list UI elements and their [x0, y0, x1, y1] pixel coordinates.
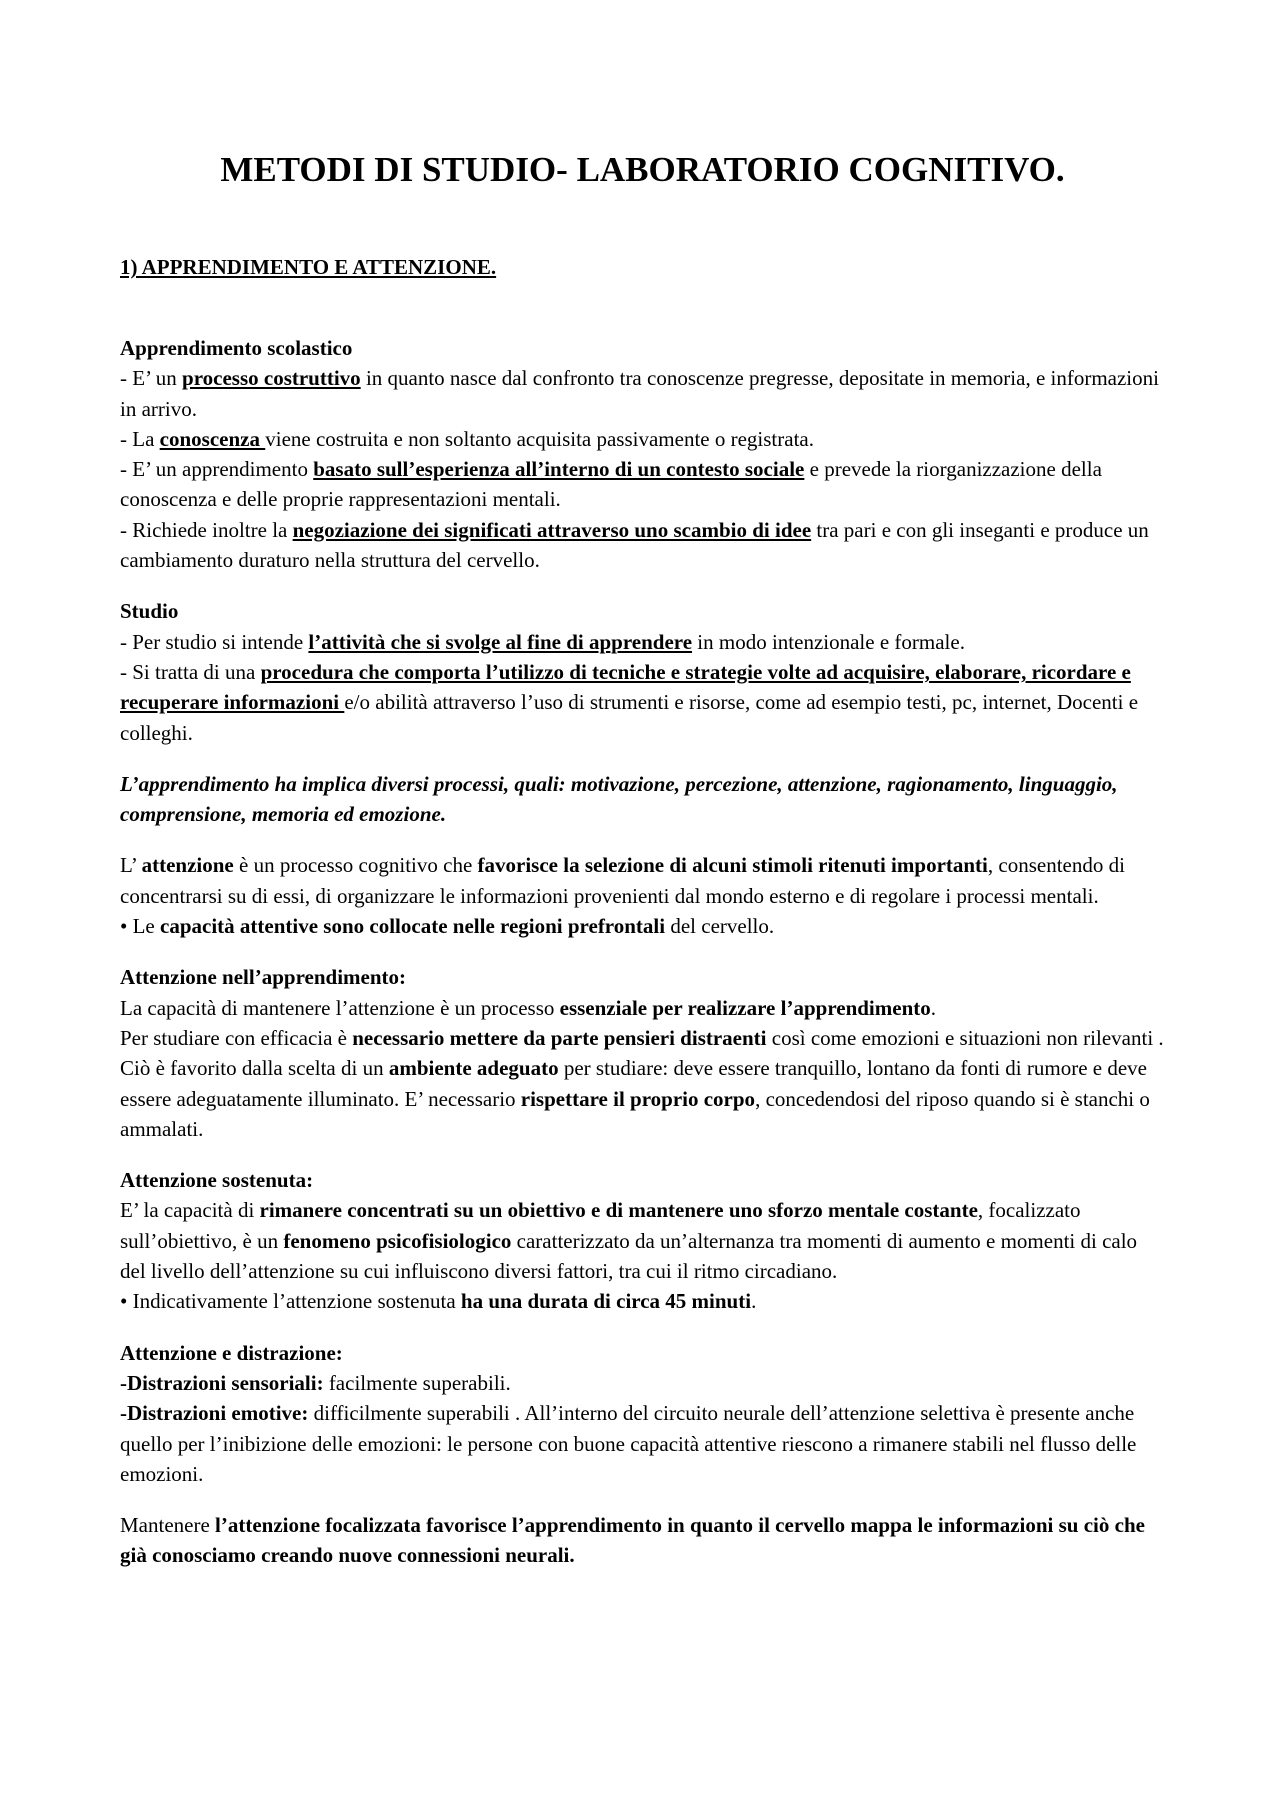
key-phrase: favorisce la selezione di alcuni stimoli ritenuti importanti: [477, 853, 988, 878]
text: L’: [120, 853, 142, 878]
text: • Le: [120, 914, 161, 939]
key-phrase: essenziale per realizzare l’apprendimento: [559, 995, 931, 1020]
text: facilmente superabili.: [323, 1370, 511, 1395]
text: .: [751, 1289, 757, 1314]
text: è un processo cognitivo che: [233, 853, 478, 878]
text: Mantenere: [120, 1513, 216, 1538]
line-mantenere-attenzione: [120, 993, 1165, 1023]
paragraph-attenzione-definizione: [120, 850, 1165, 941]
paragraph-distrazione: [120, 1338, 1165, 1489]
text: • Indicativamente l’attenzione sostenuta: [120, 1289, 461, 1314]
line-studio-procedura: [120, 657, 1165, 748]
line-studio-definizione: [120, 627, 1165, 657]
line-distrazioni-sensoriali: [120, 1368, 1165, 1398]
text: E’ la capacità di: [120, 1198, 260, 1223]
line-regioni-prefrontali: [120, 911, 1165, 941]
text: in quanto nasce dal confronto tra conoscenze pregresse, depositate in memoria, e informazioni in arrivo.: [120, 366, 1159, 421]
key-phrase: negoziazione dei significati attraverso uno scambio di idee: [292, 517, 812, 542]
text: .: [930, 995, 937, 1020]
text: , focalizzato sull’obiettivo, è un: [120, 1198, 1081, 1253]
text: così come emozioni e situazioni non rilevanti .: [766, 1025, 1164, 1050]
heading-studio: Studio: [120, 599, 179, 624]
heading-attenzione-sostenuta: Attenzione sostenuta:: [120, 1168, 314, 1193]
text: - La: [120, 426, 160, 451]
key-phrase: fenomeno psicofisiologico: [283, 1228, 512, 1253]
line-pensieri-distraenti: [120, 1023, 1165, 1053]
text: - Per studio si intende: [120, 629, 309, 654]
text: e prevede la riorganizzazione della conoscenza e delle proprie rappresentazioni mentali.: [120, 457, 1102, 512]
key-term: -Distrazioni sensoriali:: [120, 1370, 324, 1395]
section-heading: 1) APPRENDIMENTO E ATTENZIONE.: [120, 255, 497, 279]
paragraph-attenzione-sostenuta: [120, 1165, 1165, 1316]
key-term: attenzione: [141, 853, 234, 878]
paragraph-apprendimento: [120, 333, 1165, 575]
key-phrase: ha una durata di circa 45 minuti: [460, 1289, 752, 1314]
paragraph-studio: [120, 596, 1165, 747]
paragraph-attenzione-apprendimento: [120, 962, 1165, 1144]
key-phrase: l’attenzione focalizzata favorisce l’apprendimento in quanto il cervello mappa le informazioni su ciò che già conosciamo creando nuove connessioni neurali.: [120, 1513, 1145, 1568]
line-attenzione-definizione: [120, 850, 1165, 911]
key-phrase: rimanere concentrati su un obiettivo e di mantenere uno sforzo mentale costante: [259, 1198, 978, 1223]
heading-attenzione-apprendimento: Attenzione nell’apprendimento:: [120, 965, 407, 990]
text: tra pari e con gli inseganti e produce un cambiamento duraturo nella struttura del cervello.: [120, 517, 1149, 573]
text: difficilmente superabili . All’interno del circuito neurale dell’attenzione selettiva è presente anche quello per l’inibizione delle emozioni: le persone con buone capacità attentive riescono a rimanere stabili nel flusso delle emozioni.: [120, 1401, 1137, 1486]
text: , concedendosi del riposo quando si è stanchi o ammalati.: [120, 1086, 1150, 1141]
key-phrase: l’attività che si svolge al fine di apprendere: [308, 629, 693, 654]
text: La capacità di mantenere l’attenzione è un processo: [120, 995, 560, 1020]
text: viene costruita e non soltanto acquisita passivamente o registrata.: [265, 426, 814, 451]
heading-apprendimento: Apprendimento scolastico: [120, 336, 353, 360]
line-negoziazione: [120, 515, 1165, 576]
key-phrase: rispettare il proprio corpo: [520, 1086, 756, 1111]
line-distrazioni-emotive: [120, 1398, 1165, 1489]
line-durata: [120, 1286, 1165, 1316]
text: - E’ un apprendimento: [120, 457, 314, 482]
line-ambiente-adeguato: [120, 1053, 1165, 1144]
text: in modo intenzionale e formale.: [692, 629, 965, 654]
text: caratterizzato da un’alternanza tra momenti di aumento e momenti di calo del livello dell’attenzione su cui influiscono diversi fattori, tra cui il ritmo circadiano.: [120, 1228, 1138, 1284]
text: - Si tratta di una: [120, 659, 261, 684]
key-phrase: conoscenza: [159, 426, 266, 451]
text: e/o abilità attraverso l’uso di strumenti e risorse, come ad esempio testi, pc, internet, Docenti e colleghi.: [120, 690, 1139, 745]
line-esperienza: [120, 454, 1165, 515]
key-phrase: procedura che comporta l’utilizzo di tecniche e strategie volte ad acquisire, elaborare, ricordare e recuperare informazioni: [120, 659, 1131, 715]
text: del cervello.: [665, 914, 775, 939]
paragraph-conclusione: [120, 1510, 1165, 1571]
key-phrase: basato sull’esperienza all’interno di un contesto sociale: [313, 457, 805, 482]
text: - E’ un: [120, 366, 183, 391]
key-phrase: necessario mettere da parte pensieri distraenti: [352, 1025, 767, 1050]
text: per studiare: deve essere tranquillo, lontano da fonti di rumore e deve essere adeguatamente illuminato. E’ necessario: [120, 1056, 1147, 1111]
line-processo-costruttivo: [120, 363, 1165, 424]
key-phrase: capacità attentive sono collocate nelle regioni prefrontali: [160, 914, 666, 939]
text: - Richiede inoltre la: [120, 517, 293, 542]
text: Per studiare con efficacia è: [120, 1025, 353, 1050]
key-phrase: processo costruttivo: [182, 366, 361, 391]
text: , consentendo di concentrarsi su di essi, di organizzare le informazioni provenienti dal mondo esterno e di regolare i processi mentali.: [120, 853, 1125, 908]
line-conoscenza: [120, 424, 1165, 454]
line-sostenuta-definizione: [120, 1195, 1165, 1286]
key-phrase: ambiente adeguato: [388, 1056, 559, 1081]
page-title: METODI DI STUDIO- LABORATORIO COGNITIVO.: [220, 150, 1065, 189]
key-term: -Distrazioni emotive:: [120, 1401, 309, 1426]
paragraph-processi: L’apprendimento ha implica diversi processi, quali: motivazione, percezione, attenzione, ragionamento, linguaggio, comprensione, memoria ed emozione.: [120, 771, 1118, 827]
heading-distrazione: Attenzione e distrazione:: [120, 1340, 343, 1365]
document-body: [120, 333, 1165, 1592]
text: Ciò è favorito dalla scelta di un: [120, 1056, 389, 1081]
